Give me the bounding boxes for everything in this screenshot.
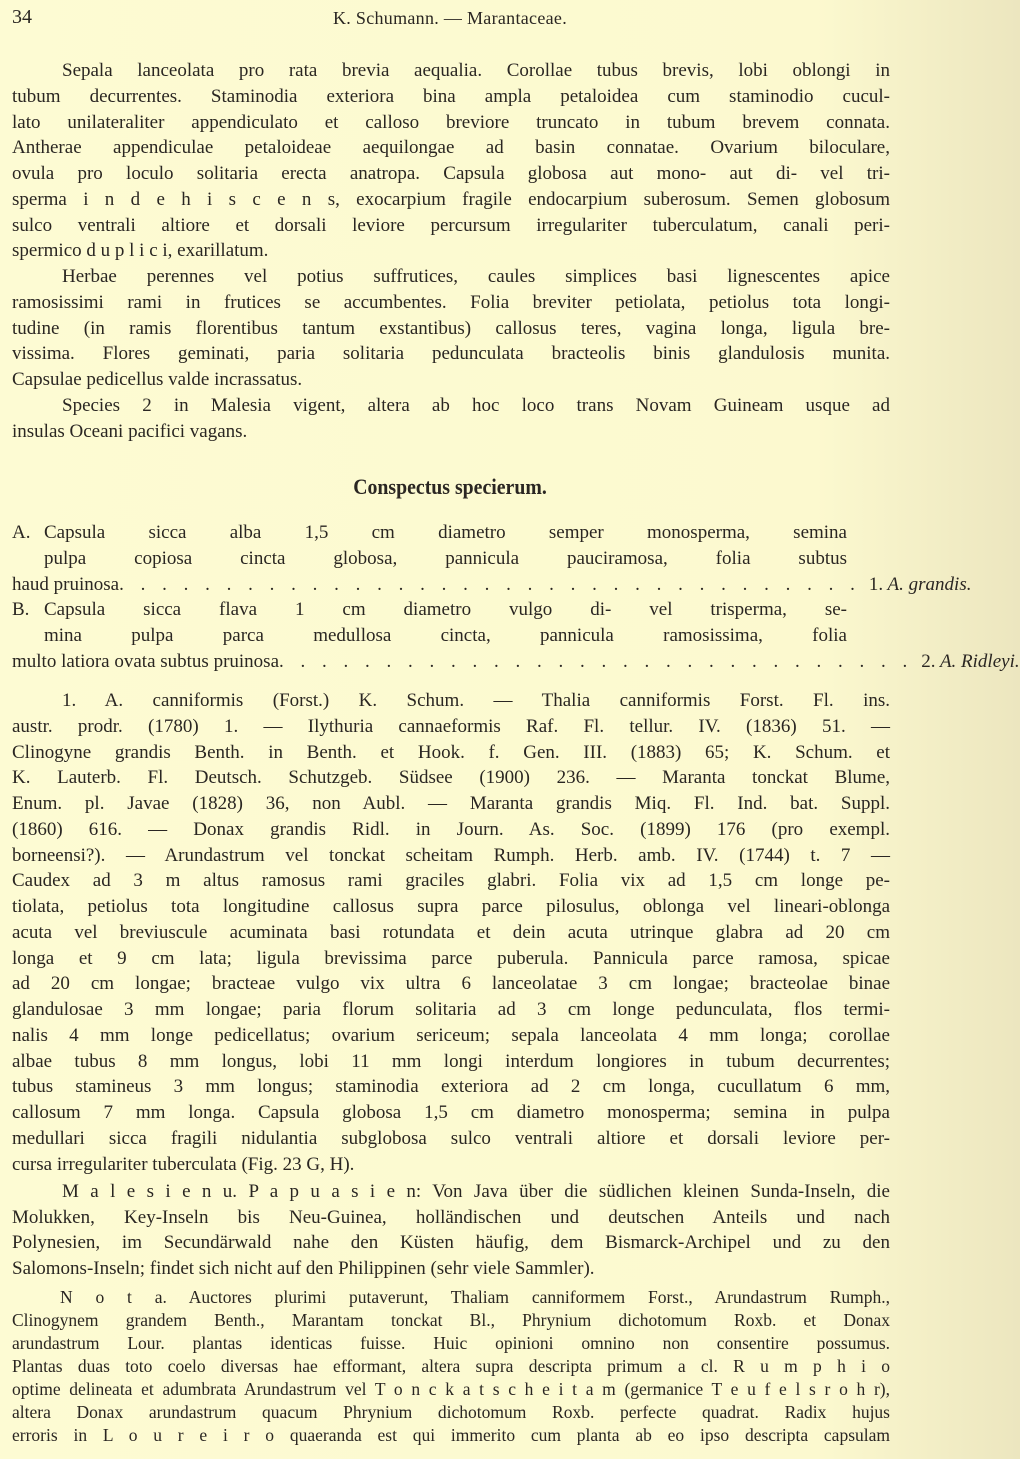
text-line: ramosissimi rami in frutices se accumbentes. Folia breviter petiolata, petiolus tota longi- <box>12 291 890 313</box>
text-line: arundastrum Lour. plantas identicas fuisse. Huic opinioni omnino non consentire possumus. <box>12 1333 890 1353</box>
text-line: M a l e s i e n u. P a p u a s i e n: Von Java über die südlichen kleinen Sunda-Inseln, die <box>62 1180 890 1202</box>
text-line: N o t a. Auctores plurimi putaverunt, Thaliam canniformem Forst., Arundastrum Rumph., <box>60 1287 890 1307</box>
running-title: K. Schumann. — Marantaceae. <box>332 8 567 28</box>
text-line: 1. A. canniformis (Forst.) K. Schum. — Thalia canniformis Forst. Fl. ins. <box>62 690 890 711</box>
result-number: 2. <box>921 650 936 672</box>
key-result <box>861 572 972 598</box>
key-letter <box>12 623 44 649</box>
species-description <box>12 688 890 1282</box>
genus-description <box>12 58 890 444</box>
text-line: sperma i n d e h i s c e n s, exocarpium fragile endocarpium suberosum. Semen globosum <box>12 188 890 210</box>
text-line: borneensi?). — Arundastrum vel tonckat scheitam Rumph. Herb. amb. IV. (1744) t. 7 — <box>12 844 890 866</box>
key-text: pulpa copiosa cincta globosa, pannicula pauciramosa, folia subtus <box>44 547 847 569</box>
text-line: austr. prodr. (1780) 1. — Ilythuria cannaeformis Raf. Fl. tellur. IV. (1836) 51. — <box>12 715 890 737</box>
text-line: Herbae perennes vel potius suffrutices, caules simplices basi lignescentes apice <box>62 266 890 287</box>
text-line: Clinogyne grandis Benth. in Benth. et Hook. f. Gen. III. (1883) 65; K. Schum. et <box>12 741 890 763</box>
text-line: altera Donax arundastrum quacum Phrynium dichotomum Roxb. perfecte quadrat. Radix hujus <box>12 1402 890 1422</box>
text-line: tiolata, petiolus tota longitudine callosus supra parce pilosulus, oblonga vel lineari-oblonga <box>12 896 890 917</box>
key-text: Capsula sicca alba 1,5 cm diametro semper monosperma, semina <box>44 522 847 543</box>
key-result <box>913 649 1019 675</box>
text-line: optime delineata et adumbrata Arundastrum vel T o n c k a t s c h e i t a m (germanice T e u f e l s r o h r), <box>12 1379 890 1399</box>
text-line: tubus stamineus 3 mm longus; staminodia exteriora ad 2 cm longa, cucullatum 6 mm, <box>12 1076 890 1098</box>
text-line: tudine (in ramis florentibus tantum exstantibus) callosus teres, vagina longa, ligula bre- <box>12 317 890 339</box>
key-line <box>12 572 972 598</box>
result-name: A. Ridleyi. <box>939 650 1020 672</box>
nota-paragraph <box>12 1286 890 1447</box>
text-line: tubum decurrentes. Staminodia exteriora bina ampla petaloidea cum staminodio cucul- <box>12 85 890 107</box>
text-line: Capsulae pedicellus valde incrassatus. <box>12 369 303 390</box>
key-letter <box>12 546 44 572</box>
text-line: Molukken, Key-Inseln bis Neu-Guinea, holländischen und deutschen Anteils und nach <box>12 1206 890 1228</box>
key-letter: A. <box>12 522 31 543</box>
text-line: sulco ventrali altiore et dorsali leviore percursum irregulariter tuberculatum, canali peri- <box>12 214 890 236</box>
page-number: 34 <box>12 6 32 28</box>
text-line: ovula pro loculo solitaria erecta anatropa. Capsula globosa aut mono- aut di- vel tri- <box>12 163 890 184</box>
text-line: albae tubus 8 mm longus, lobi 11 mm longi interdum longiores in tubum decurrentes; <box>12 1050 890 1072</box>
text-line: cursa irregulariter tuberculata (Fig. 23 G, H). <box>12 1153 355 1175</box>
key-text: multo latiora ovata subtus pruinosa <box>12 650 280 672</box>
key-text: mina pulpa parca medullosa cincta, pannicula ramosissima, folia <box>44 625 847 646</box>
result-number: 1. <box>868 573 884 595</box>
text-line: spermico d u p l i c i, exarillatum. <box>12 240 269 262</box>
key-text: haud pruinosa <box>12 573 120 595</box>
key-line <box>12 546 847 572</box>
text-line: Clinogynem grandem Benth., Marantam tonckat Bl., Phrynium dichotomum Roxb. et Donax <box>12 1310 890 1330</box>
dot-leader: . . . . . . . . . . . . . . . . . . . . . . . . . . . . . . . . . . . <box>119 573 861 595</box>
text-line: erroris in L o u r e i r o quaeranda est qui immerito cum planta ab eo ipso descripta capsulam <box>12 1425 890 1445</box>
text-line: lato unilateraliter appendiculato et calloso breviore truncato in tubum brevem connata. <box>12 111 890 133</box>
species-key <box>12 520 1020 675</box>
key-text: Capsula sicca flava 1 cm diametro vulgo di- vel trisperma, se- <box>44 599 847 621</box>
text-line: vissima. Flores geminati, paria solitaria pedunculata bracteolis binis glandulosis munita. <box>12 343 890 365</box>
key-line <box>12 520 847 546</box>
text-line: acuta vel breviuscule acuminata basi rotundata et dein acuta utrinque glabra ad 20 cm <box>12 921 890 943</box>
text-line: longa et 9 cm lata; ligula brevissima parce puberula. Pannicula parce ramosa, spicae <box>12 947 890 969</box>
text-line: Enum. pl. Javae (1828) 36, non Aubl. — Maranta grandis Miq. Fl. Ind. bat. Suppl. <box>12 793 890 814</box>
text-line: Sepala lanceolata pro rata brevia aequalia. Corollae tubus brevis, lobi oblongi in <box>62 60 890 81</box>
key-line <box>12 597 847 623</box>
text-line: glandulosae 3 mm longae; paria florum solitaria ad 3 cm longe pedunculata, flos termi- <box>12 999 890 1020</box>
text-line: Plantas duas toto coelo diversas hae efformant, altera supra descripta primum a cl. R u m p h i o <box>12 1356 890 1376</box>
section-heading: Conspectus specierum. <box>353 474 547 499</box>
result-name: A. grandis. <box>887 573 972 595</box>
page-header <box>10 6 890 32</box>
text-line: insulas Oceani pacifici vagans. <box>12 420 248 442</box>
text-line: Antherae appendiculae petaloideae aequilongae ad basin connatae. Ovarium biloculare, <box>12 137 890 159</box>
text-line: nalis 4 mm longe pedicellatus; ovarium sericeum; sepala lanceolata 4 mm longa; corollae <box>12 1024 890 1046</box>
text-line: medullari sicca fragili nidulantia subglobosa sulco ventrali altiore et dorsali leviore per- <box>12 1127 890 1149</box>
text-line: ad 20 cm longae; bracteae vulgo vix ultra 6 lanceolatae 3 cm longae; bracteolae binae <box>12 973 890 995</box>
text-line: (1860) 616. — Donax grandis Ridl. in Journ. As. Soc. (1899) 176 (pro exempl. <box>12 818 890 840</box>
text-line: K. Lauterb. Fl. Deutsch. Schutzgeb. Südsee (1900) 236. — Maranta tonckat Blume, <box>12 767 890 789</box>
text-line: Salomons-Inseln; findet sich nicht auf den Philippinen (sehr viele Sammler). <box>12 1258 595 1279</box>
text-line: Caudex ad 3 m altus ramosus rami graciles glabri. Folia vix ad 1,5 cm longe pe- <box>12 870 890 892</box>
dot-leader: . . . . . . . . . . . . . . . . . . . . . . . . . . . . . . <box>279 650 914 672</box>
key-line <box>12 649 1020 675</box>
key-line <box>12 623 847 649</box>
text-line: Polynesien, im Secundärwald nahe den Küsten häufig, dem Bismarck-Archipel und zu den <box>12 1232 890 1254</box>
text-line: Species 2 in Malesia vigent, altera ab hoc loco trans Novam Guineam usque ad <box>62 394 890 416</box>
text-line: callosum 7 mm longa. Capsula globosa 1,5 cm diametro monosperma; semina in pulpa <box>12 1102 890 1123</box>
key-letter: B. <box>12 599 30 621</box>
